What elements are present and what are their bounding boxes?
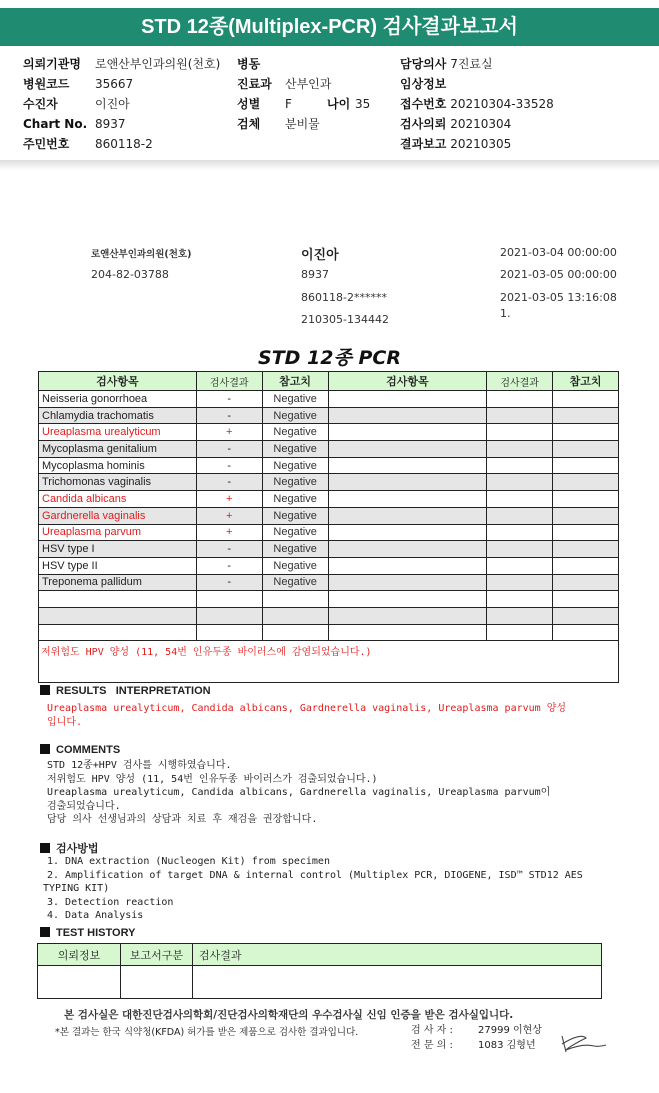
table-row (39, 424, 619, 441)
history-header: 보고서구분 (121, 944, 193, 966)
empty-cell (328, 524, 487, 541)
specialist-label: 전 문 의 : (411, 1040, 453, 1051)
empty-cell (39, 607, 197, 624)
empty-cell (553, 391, 619, 408)
test-item: Chlamydia trachomatis (39, 407, 197, 424)
patient-value: 이진아 (95, 97, 130, 111)
empty-cell (553, 574, 619, 591)
age-value: 35 (355, 97, 371, 111)
resident-value: 860118-2 (95, 137, 153, 151)
comment-line: STD 12종+HPV 검사를 시행하였습니다. (47, 760, 232, 771)
table-row (39, 557, 619, 574)
test-item: Mycoplasma hominis (39, 457, 197, 474)
summary-biz-no: 204-82-03788 (91, 268, 169, 281)
history-header: 검사결과 (193, 944, 602, 966)
empty-cell (328, 507, 487, 524)
empty-cell (262, 624, 328, 641)
empty-cell (196, 607, 262, 624)
reference-value: Negative (262, 441, 328, 458)
method-line: 3. Detection reaction (47, 896, 174, 908)
info-col-3 (400, 54, 600, 154)
doctor-value: 7진료실 (450, 57, 493, 71)
history-cell (193, 966, 602, 999)
hpv-note: 저위험도 HPV 양성 (11, 54번 인유두종 바이러스에 감염되었습니다.) (38, 641, 619, 683)
empty-cell (553, 557, 619, 574)
reference-value: Negative (262, 424, 328, 441)
history-cell (121, 966, 193, 999)
empty-cell (553, 441, 619, 458)
empty-cell (487, 574, 553, 591)
table-row (39, 441, 619, 458)
empty-cell (487, 441, 553, 458)
test-result: - (196, 391, 262, 408)
test-result: + (196, 424, 262, 441)
empty-cell (196, 624, 262, 641)
test-item: HSV type II (39, 557, 197, 574)
test-item: Ureaplasma parvum (39, 524, 197, 541)
table-row (39, 391, 619, 408)
test-result: - (196, 474, 262, 491)
test-result: - (196, 441, 262, 458)
receipt-value: 20210304-33528 (450, 97, 554, 111)
empty-cell (39, 591, 197, 608)
empty-cell (487, 557, 553, 574)
empty-cell (328, 574, 487, 591)
comment-line: 검출되었습니다. (47, 800, 121, 812)
method-line: 1. DNA extraction (Nucleogen Kit) from specimen (47, 856, 330, 867)
method-line: TYPING KIT) (43, 883, 110, 894)
test-result: + (196, 491, 262, 508)
table-row (39, 541, 619, 558)
empty-cell (487, 524, 553, 541)
request-value: 20210304 (450, 117, 512, 131)
institution-label: 의뢰기관명 (23, 57, 81, 71)
interpretation-text (47, 702, 566, 729)
square-bullet-icon (40, 744, 50, 754)
table-row (39, 591, 619, 608)
empty-cell (328, 391, 487, 408)
sex-label: 성별 (237, 97, 261, 111)
empty-cell (553, 624, 619, 641)
interpretation-heading (40, 685, 211, 697)
ward-label: 병동 (237, 57, 261, 71)
report-value: 20210305 (450, 137, 512, 151)
history-title: TEST HISTORY (56, 927, 136, 939)
table-row (39, 507, 619, 524)
method-line: 2. Amplification of target DNA & internal control (Multiplex PCR, DIOGENE, ISD™ STD12 AES (47, 869, 583, 881)
sex-value: F (285, 97, 292, 111)
empty-cell (553, 541, 619, 558)
interpretation-line: Ureaplasma urealyticum, Candida albicans, Gardnerella vaginalis, Ureaplasma parvum 양성 (47, 703, 567, 714)
col-header: 참고치 (262, 372, 328, 391)
doctor-label: 담당의사 (400, 57, 447, 71)
reference-value: Negative (262, 524, 328, 541)
test-item: Trichomonas vaginalis (39, 474, 197, 491)
empty-cell (328, 407, 487, 424)
chart-value: 8937 (95, 117, 126, 131)
comments-text (47, 759, 550, 827)
table-row (39, 524, 619, 541)
col-header: 검사결과 (196, 372, 262, 391)
empty-cell (328, 541, 487, 558)
table-row (39, 407, 619, 424)
test-item: Treponema pallidum (39, 574, 197, 591)
empty-cell (553, 524, 619, 541)
empty-cell (487, 591, 553, 608)
test-result: - (196, 407, 262, 424)
summary-name: 이진아 (301, 248, 339, 263)
report-title: STD 12종(Multiplex-PCR) 검사결과보고서 (0, 8, 659, 46)
empty-cell (487, 424, 553, 441)
reference-value: Negative (262, 474, 328, 491)
test-result: + (196, 524, 262, 541)
empty-cell (328, 557, 487, 574)
kfda-text: *본 결과는 한국 식약청(KFDA) 허가를 받은 제품으로 검사한 결과입니다. (55, 1027, 359, 1038)
reference-value: Negative (262, 457, 328, 474)
empty-cell (328, 491, 487, 508)
certification-text: 본 검사실은 대한진단검사의학회/진단검사의학재단의 우수검사실 신임 인증을 받은 검사실입니다. (64, 1009, 514, 1021)
table-row (39, 574, 619, 591)
pcr-title: STD 12종 PCR (258, 347, 401, 369)
divider (0, 160, 659, 170)
empty-cell (487, 457, 553, 474)
col-header: 검사항목 (328, 372, 487, 391)
empty-cell (553, 591, 619, 608)
reference-value: Negative (262, 391, 328, 408)
summary-date3: 2021-03-05 13:16:08 (500, 291, 617, 304)
empty-cell (553, 424, 619, 441)
method-text (43, 855, 583, 923)
empty-cell (553, 474, 619, 491)
empty-cell (196, 591, 262, 608)
comment-line: 담당 의사 선생님과의 상담과 치료 후 재검을 권장합니다. (47, 814, 318, 825)
empty-cell (487, 474, 553, 491)
comments-heading (40, 744, 120, 756)
square-bullet-icon (40, 843, 50, 853)
empty-cell (328, 474, 487, 491)
empty-cell (487, 541, 553, 558)
hospital-code-label: 병원코드 (23, 77, 70, 91)
empty-cell (328, 424, 487, 441)
summary-chart: 8937 (301, 268, 329, 281)
resident-label: 주민번호 (23, 137, 70, 151)
test-result: + (196, 507, 262, 524)
table-row (39, 474, 619, 491)
reference-value: Negative (262, 557, 328, 574)
report-label: 결과보고 (400, 137, 447, 151)
empty-cell (487, 624, 553, 641)
summary-date3-suffix: 1. (500, 307, 511, 320)
empty-cell (39, 624, 197, 641)
test-result: - (196, 574, 262, 591)
test-item: Mycoplasma genitalium (39, 441, 197, 458)
chart-label: Chart No. (23, 117, 88, 131)
specimen-value: 분비물 (285, 117, 320, 131)
empty-cell (487, 507, 553, 524)
signature-icon (556, 1030, 610, 1056)
empty-cell (553, 407, 619, 424)
table-row (39, 607, 619, 624)
summary-resident: 860118-2****** (301, 291, 387, 304)
method-heading (40, 840, 99, 856)
receipt-label: 접수번호 (400, 97, 447, 111)
empty-cell (487, 407, 553, 424)
method-line: 4. Data Analysis (47, 910, 144, 921)
tester-label: 검 사 자 : (411, 1025, 453, 1036)
empty-cell (553, 491, 619, 508)
clinical-label: 임상정보 (400, 77, 447, 91)
empty-cell (262, 607, 328, 624)
empty-cell (487, 607, 553, 624)
institution-value: 로앤산부인과의원(천호) (95, 57, 221, 71)
comment-line: 저위험도 HPV 양성 (11, 54번 인유두종 바이러스가 검출되었습니다.) (47, 773, 378, 785)
empty-cell (553, 457, 619, 474)
comments-title: COMMENTS (56, 744, 121, 756)
specialist-value: 1083 김형년 (478, 1040, 536, 1051)
col-header: 검사결과 (487, 372, 553, 391)
col-header: 참고치 (553, 372, 619, 391)
summary-sample-id: 210305-134442 (301, 313, 389, 326)
test-item: Gardnerella vaginalis (39, 507, 197, 524)
test-item: HSV type I (39, 541, 197, 558)
summary-date1: 2021-03-04 00:00:00 (500, 246, 617, 259)
history-table (37, 943, 602, 999)
empty-cell (328, 457, 487, 474)
method-title: 검사방법 (56, 843, 99, 855)
reference-value: Negative (262, 507, 328, 524)
summary-date2: 2021-03-05 00:00:00 (500, 268, 617, 281)
table-row (39, 491, 619, 508)
summary-clinic: 로앤산부인과의원(천호) (91, 249, 192, 260)
table-row (39, 624, 619, 641)
reference-value: Negative (262, 574, 328, 591)
test-result: - (196, 541, 262, 558)
empty-cell (328, 607, 487, 624)
interpretation-title: RESULTS INTERPRETATION (56, 685, 211, 697)
empty-cell (487, 391, 553, 408)
empty-cell (553, 507, 619, 524)
specimen-label: 검체 (237, 117, 261, 131)
table-row (39, 457, 619, 474)
reference-value: Negative (262, 491, 328, 508)
history-cell (38, 966, 121, 999)
comment-line: Ureaplasma urealyticum, Candida albicans, Gardnerella vaginalis, Ureaplasma parvum이 (47, 787, 551, 798)
request-label: 검사의뢰 (400, 117, 447, 131)
dept-label: 진료과 (237, 77, 272, 91)
info-col-1 (23, 54, 238, 154)
hospital-code-value: 35667 (95, 77, 134, 91)
empty-cell (328, 591, 487, 608)
test-item: Ureaplasma urealyticum (39, 424, 197, 441)
square-bullet-icon (40, 927, 50, 937)
col-header: 검사항목 (39, 372, 197, 391)
test-result: - (196, 457, 262, 474)
reference-value: Negative (262, 407, 328, 424)
empty-cell (328, 624, 487, 641)
dept-value: 산부인과 (285, 77, 332, 91)
reference-value: Negative (262, 541, 328, 558)
patient-label: 수진자 (23, 97, 58, 111)
empty-cell (262, 591, 328, 608)
history-header: 의뢰정보 (38, 944, 121, 966)
info-col-2 (237, 54, 397, 134)
empty-cell (328, 441, 487, 458)
history-heading (40, 927, 135, 939)
interpretation-line: 입니다. (47, 716, 83, 728)
tester-value: 27999 이현상 (478, 1025, 542, 1036)
results-table (38, 371, 619, 641)
test-result: - (196, 557, 262, 574)
square-bullet-icon (40, 685, 50, 695)
test-item: Candida albicans (39, 491, 197, 508)
empty-cell (553, 607, 619, 624)
empty-cell (487, 491, 553, 508)
age-label: 나이 (327, 97, 351, 111)
test-item: Neisseria gonorrhoea (39, 391, 197, 408)
